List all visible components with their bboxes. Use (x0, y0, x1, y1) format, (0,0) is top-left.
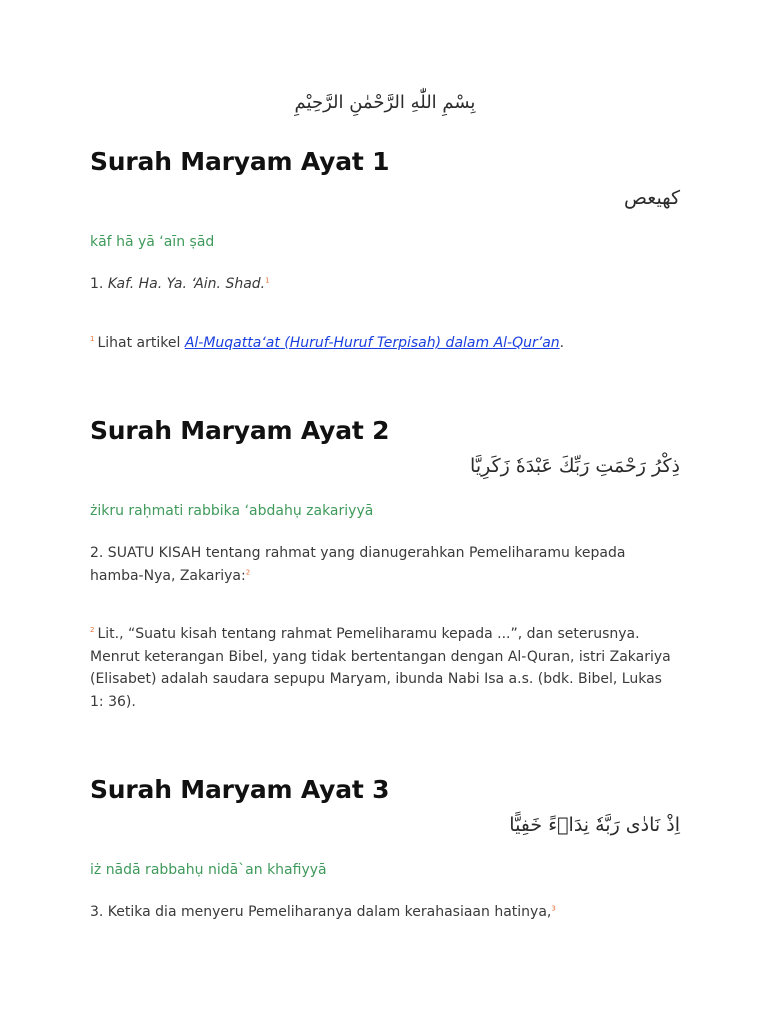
ayah-3-footnote-ref[interactable]: 3 (551, 904, 556, 913)
ayah-3-arabic: اِذْ نَادٰى رَبَّهٗ نِدَاۤءً خَفِيًّا (509, 814, 680, 836)
footnote-1-mark: 1 (90, 335, 95, 344)
ayah-3-title: Surah Maryam Ayat 3 (90, 775, 390, 804)
ayah-1-title: Surah Maryam Ayat 1 (90, 147, 390, 176)
ayah-2-footnote-ref[interactable]: 2 (245, 568, 251, 577)
ayah-3-translation-text: 3. Ketika dia menyeru Pemeliharanya dalam kerahasiaan hatinya, (90, 904, 552, 920)
footnote-2-text: Lit., “Suatu kisah tentang rahmat Pemeliharamu kepada ...”, dan seterusnya. Menrut keterangan Bibel, yang tidak bertentangan dengan Al-Quran, istri Zakariya (Elisabet) adalah saudara sepupu Maryam, ibunda Nabi Isa a.s. (bdk. Bibel, Lukas 1: 36). (90, 626, 671, 710)
ayah-2-translation (90, 542, 680, 588)
ayah-3-translation (90, 901, 680, 924)
footnote-1-link[interactable]: Al-Muqatta‘at (Huruf-Huruf Terpisah) dalam Al-Qur’an (184, 335, 560, 351)
ayah-3-transliteration: iż nādā rabbahụ nidā`an khafiyyā (90, 862, 327, 878)
ayah-1-footnote (90, 332, 680, 355)
footnote-2-mark: 2 (90, 626, 95, 635)
ayah-1-transliteration: kāf hā yā ‘aīn ṣād (90, 234, 215, 250)
ayah-1-arabic: كهيعص (624, 187, 680, 209)
ayah-2-title: Surah Maryam Ayat 2 (90, 416, 390, 445)
ayah-1-translation (90, 273, 680, 296)
footnote-1-text-after: . (559, 335, 565, 351)
ayah-1-translation-text: Kaf. Ha. Ya. ‘Ain. Shad. (107, 276, 266, 292)
footnote-1-text-before: Lihat artikel (97, 335, 185, 351)
basmala: بِسْمِ اللّٰهِ الرَّحْمٰنِ الرَّحِيْمِ (294, 92, 476, 113)
ayah-1-number: 1. (90, 276, 108, 292)
ayah-1-footnote-ref[interactable]: 1 (265, 276, 270, 285)
ayah-2-transliteration: żikru raḥmati rabbika ‘abdahụ zakariyyā (90, 503, 374, 519)
ayah-2-arabic: ذِكْرُ رَحْمَتِ رَبِّكَ عَبْدَهٗ زَكَرِيَّا (470, 455, 680, 477)
ayah-2-footnote (90, 623, 680, 713)
ayah-2-translation-text: 2. SUATU KISAH tentang rahmat yang dianugerahkan Pemeliharamu kepada hamba-Nya, Zakariya: (90, 545, 626, 584)
